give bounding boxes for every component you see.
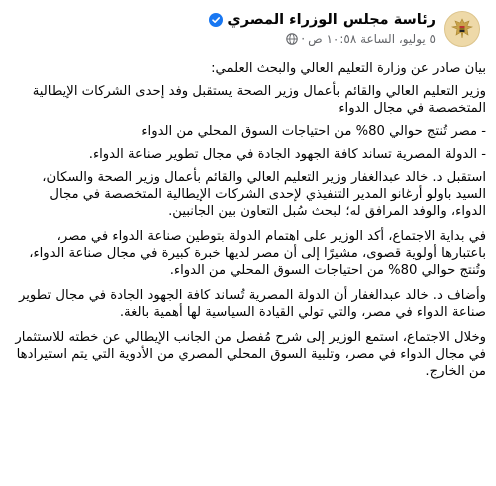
post-paragraph: وزير التعليم العالي والقائم بأعمال وزير الصحة يستقبل وفد إحدى الشركات الإيطالية المتخصصة في مجال الدواء (32, 84, 486, 116)
post-paragraph: في بداية الاجتماع، أكد الوزير على اهتمام الدولة بتوطين صناعة الدواء في مصر، باعتبارها أولوية قصوى، مشيرًا إلى أن مصر لديها خبرة كبيرة في مجال صناعة الدواء، وتُنتج حوالي 80% من احتياجات السوق المحلي من الدواء. (29, 229, 486, 278)
post-paragraph: استقبل د. خالد عبدالغفار وزير التعليم العالي والقائم بأعمال وزير الصحة والسكان، السيد باولو أرغانو المدير التنفيذي لإحدى الشركات الإيطالية المتخصصة في مجال الدواء، والوفد المرافق له؛ لبحث سُبل التعاون بين الجانبين. (42, 170, 486, 219)
globe-icon[interactable] (286, 33, 298, 45)
post-sub-row (209, 31, 436, 47)
post-body (10, 60, 486, 380)
page-avatar[interactable] (444, 11, 480, 47)
name-row (209, 11, 436, 29)
verified-badge-icon (209, 13, 223, 27)
post-meta (209, 11, 436, 47)
post-header (10, 6, 480, 52)
post-timestamp-link[interactable]: ٥ يوليو، الساعة ١٠:٥٨ ص (308, 32, 436, 46)
post-paragraph: بيان صادر عن وزارة التعليم العالي والبحث العلمي: (211, 61, 486, 76)
page-name-link[interactable]: رئاسة مجلس الوزراء المصري (227, 12, 436, 28)
post-paragraph: - الدولة المصرية تساند كافة الجهود الجادة في مجال تطوير صناعة الدواء. (88, 147, 486, 162)
post-paragraph: وخلال الاجتماع، استمع الوزير إلى شرح مُفصل من الجانب الإيطالي عن خطته للاستثمار في مجال الدواء في مصر، وتلبية السوق المحلي المصري من الأدوية التي يتم استيرادها من الخارج. (15, 330, 486, 379)
meta-separator: · (301, 32, 306, 46)
post-paragraph: - مصر تُنتج حوالي 80% من احتياجات السوق المحلي من الدواء (141, 124, 486, 139)
egypt-eagle-emblem-icon (449, 16, 475, 42)
post-paragraph: وأضاف د. خالد عبدالغفار أن الدولة المصرية تُساند كافة الجهود الجادة في مجال تطوير صناعة الدواء في مصر، والتي تولي القيادة السياسية لها أهمية بالغة. (18, 288, 486, 320)
